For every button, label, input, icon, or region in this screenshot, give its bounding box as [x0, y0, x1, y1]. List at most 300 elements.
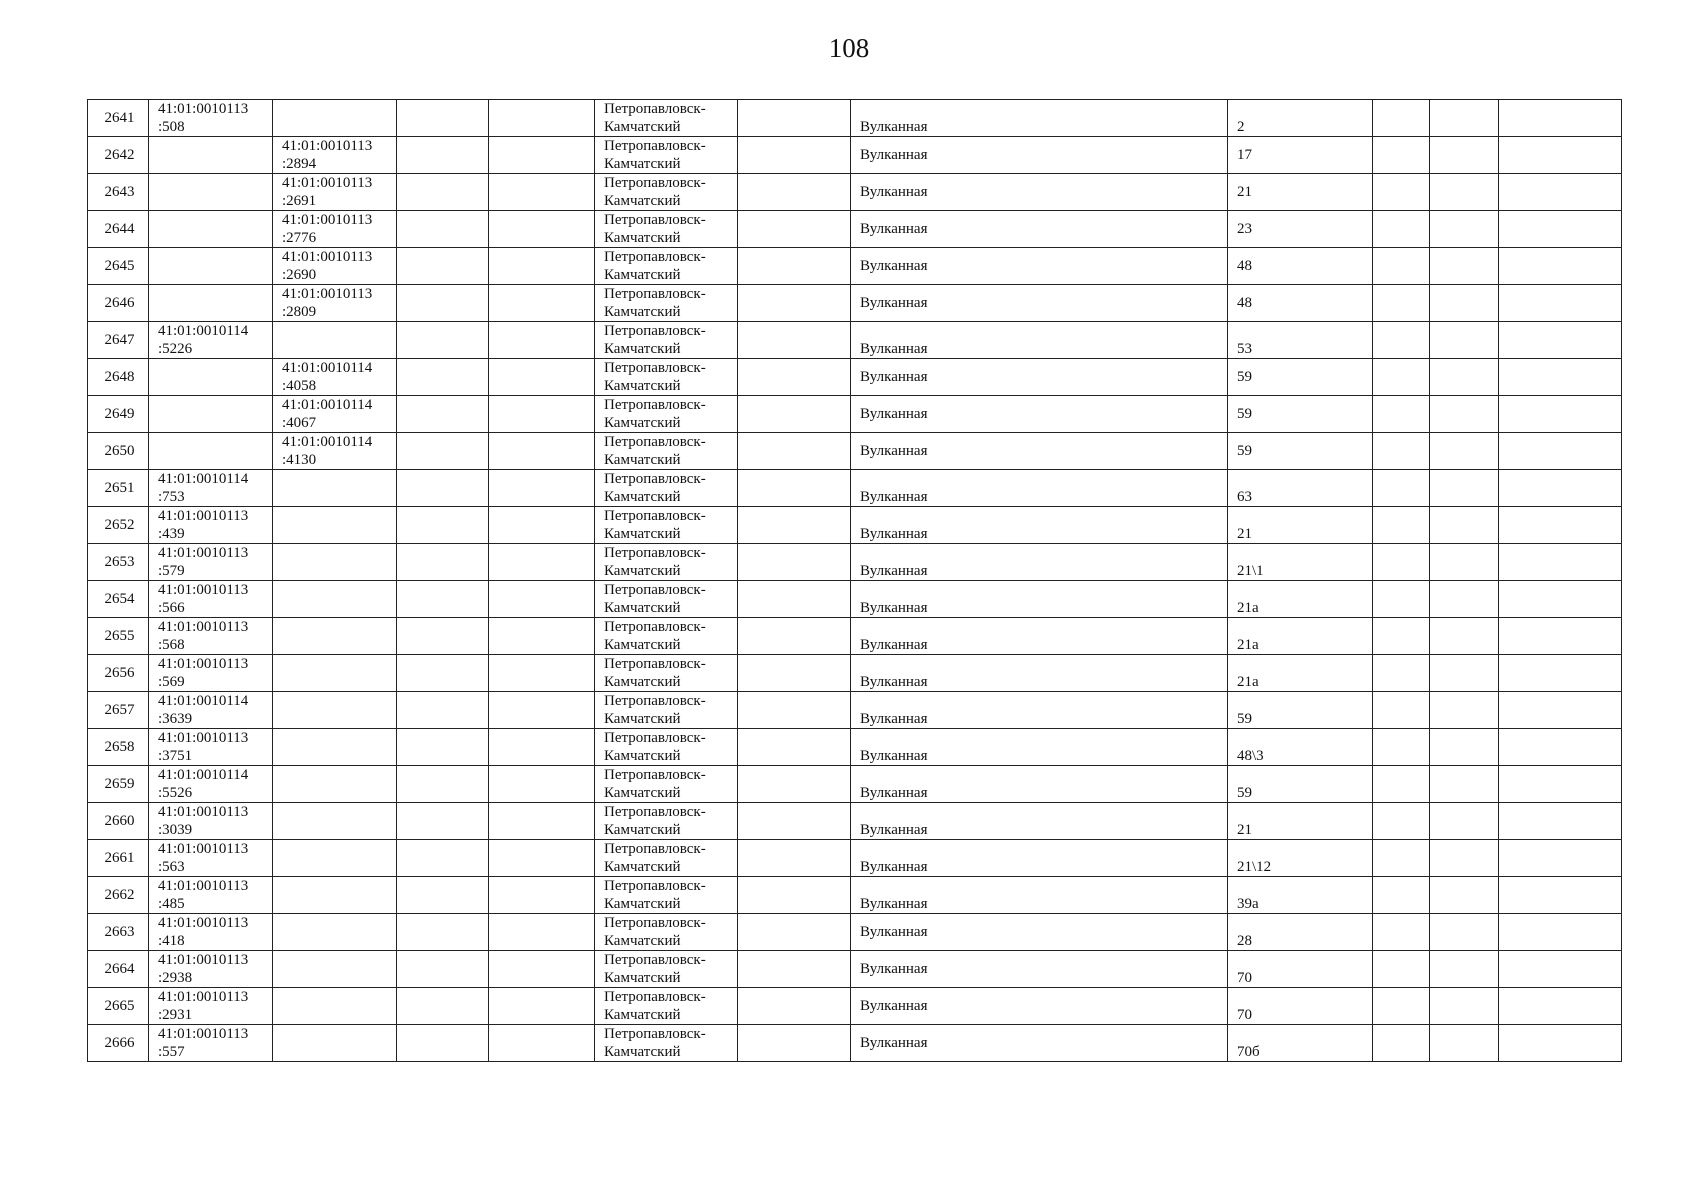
empty-cell [1373, 322, 1430, 359]
city-cell [595, 248, 738, 285]
building-cadastral-number-cell [273, 396, 397, 433]
row-number-cell: 2662 [88, 877, 149, 914]
empty-cell [1373, 137, 1430, 174]
cadastral-number-line: 41:01:0010113 [158, 804, 249, 820]
empty-cell [489, 1025, 595, 1062]
empty-cell [489, 248, 595, 285]
empty-cell [1430, 914, 1499, 951]
cadastral-number-line: 41:01:0010114 [158, 693, 249, 709]
city-name-line: Камчатский [604, 526, 681, 542]
city-name-line: Камчатский [604, 119, 681, 135]
empty-cell [397, 396, 489, 433]
building-cadastral-number-cell [273, 544, 397, 581]
house-number-cell: 17 [1228, 137, 1373, 174]
empty-cell [1430, 618, 1499, 655]
city-cell [595, 988, 738, 1025]
cadastral-number-line: 41:01:0010113 [158, 656, 249, 672]
city-cell [595, 914, 738, 951]
empty-cell [489, 914, 595, 951]
row-number-cell: 2647 [88, 322, 149, 359]
house-number-cell: 53 [1228, 322, 1373, 359]
street-cell: Вулканная [851, 100, 1228, 137]
city-cell [595, 100, 738, 137]
cadastral-number-cell [149, 248, 273, 285]
house-number-cell: 21а [1228, 618, 1373, 655]
city-name-line: Камчатский [604, 896, 681, 912]
empty-cell [397, 322, 489, 359]
empty-cell [1499, 618, 1622, 655]
street-cell: Вулканная [851, 174, 1228, 211]
empty-cell [1373, 581, 1430, 618]
building-cadastral-number-cell [273, 137, 397, 174]
empty-cell [1373, 433, 1430, 470]
empty-cell [1373, 507, 1430, 544]
city-cell [595, 433, 738, 470]
empty-cell [489, 877, 595, 914]
table-row [88, 174, 1622, 211]
empty-cell [489, 211, 595, 248]
cadastral-number-suffix: :569 [158, 674, 185, 690]
cadastral-number-line: 41:01:0010114 [158, 323, 249, 339]
empty-cell [397, 581, 489, 618]
city-cell [595, 544, 738, 581]
city-name-line: Петропавловск- [604, 101, 706, 117]
table-row [88, 840, 1622, 877]
empty-cell [397, 618, 489, 655]
building-cadastral-number-cell [273, 951, 397, 988]
building-cadastral-number-cell [273, 766, 397, 803]
city-name-line: Камчатский [604, 452, 681, 468]
empty-cell [397, 840, 489, 877]
house-number-cell: 21а [1228, 655, 1373, 692]
empty-cell [1373, 729, 1430, 766]
building-cadastral-number-cell [273, 211, 397, 248]
row-number-cell: 2654 [88, 581, 149, 618]
street-cell: Вулканная [851, 285, 1228, 322]
cadastral-number-line: 41:01:0010113 [158, 841, 249, 857]
empty-cell [1430, 803, 1499, 840]
city-name-line: Петропавловск- [604, 915, 706, 931]
empty-cell [1373, 840, 1430, 877]
house-number-cell: 70 [1228, 988, 1373, 1025]
row-number-cell: 2652 [88, 507, 149, 544]
empty-cell [1430, 840, 1499, 877]
table-row [88, 803, 1622, 840]
house-number-cell: 59 [1228, 359, 1373, 396]
empty-cell [1430, 544, 1499, 581]
city-name-line: Камчатский [604, 415, 681, 431]
row-number-cell: 2649 [88, 396, 149, 433]
city-cell [595, 396, 738, 433]
table-row [88, 248, 1622, 285]
empty-cell [738, 1025, 851, 1062]
empty-cell [397, 914, 489, 951]
building-cadastral-number-suffix: :4058 [282, 378, 317, 394]
building-cadastral-number-cell [273, 174, 397, 211]
house-number-cell: 59 [1228, 396, 1373, 433]
empty-cell [1430, 433, 1499, 470]
city-name-line: Петропавловск- [604, 397, 706, 413]
building-cadastral-number-suffix: :4067 [282, 415, 317, 431]
row-number-cell: 2641 [88, 100, 149, 137]
city-name-line: Камчатский [604, 156, 681, 172]
street-cell: Вулканная [851, 322, 1228, 359]
building-cadastral-number-cell [273, 433, 397, 470]
cadastral-number-cell [149, 544, 273, 581]
building-cadastral-number-cell [273, 692, 397, 729]
table-body [88, 100, 1622, 1062]
city-cell [595, 470, 738, 507]
cadastral-number-line: 41:01:0010113 [158, 878, 249, 894]
city-name-line: Камчатский [604, 600, 681, 616]
building-cadastral-number-cell [273, 507, 397, 544]
city-name-line: Камчатский [604, 304, 681, 320]
city-name-line: Петропавловск- [604, 323, 706, 339]
empty-cell [397, 174, 489, 211]
city-cell [595, 285, 738, 322]
building-cadastral-number-line: 41:01:0010113 [282, 175, 373, 191]
empty-cell [489, 359, 595, 396]
empty-cell [489, 840, 595, 877]
empty-cell [738, 988, 851, 1025]
empty-cell [738, 100, 851, 137]
street-cell: Вулканная [851, 581, 1228, 618]
street-cell: Вулканная [851, 359, 1228, 396]
house-number-cell: 59 [1228, 433, 1373, 470]
cadastral-number-suffix: :568 [158, 637, 185, 653]
empty-cell [489, 729, 595, 766]
row-number-cell: 2657 [88, 692, 149, 729]
empty-cell [397, 507, 489, 544]
empty-cell [1499, 729, 1622, 766]
building-cadastral-number-cell [273, 840, 397, 877]
street-cell: Вулканная [851, 137, 1228, 174]
empty-cell [738, 877, 851, 914]
empty-cell [1373, 174, 1430, 211]
cadastral-number-line: 41:01:0010113 [158, 101, 249, 117]
empty-cell [1373, 396, 1430, 433]
city-name-line: Петропавловск- [604, 656, 706, 672]
table-row [88, 581, 1622, 618]
empty-cell [1499, 174, 1622, 211]
cadastral-number-suffix: :439 [158, 526, 185, 542]
cadastral-number-line: 41:01:0010114 [158, 471, 249, 487]
table-row [88, 322, 1622, 359]
empty-cell [1430, 174, 1499, 211]
building-cadastral-number-suffix: :2894 [282, 156, 317, 172]
empty-cell [1373, 248, 1430, 285]
empty-cell [1373, 470, 1430, 507]
house-number-cell: 70 [1228, 951, 1373, 988]
building-cadastral-number-cell [273, 248, 397, 285]
building-cadastral-number-suffix: :2809 [282, 304, 317, 320]
empty-cell [489, 285, 595, 322]
row-number-cell: 2659 [88, 766, 149, 803]
house-number-cell: 21а [1228, 581, 1373, 618]
empty-cell [1499, 914, 1622, 951]
cadastral-number-suffix: :5226 [158, 341, 193, 357]
street-cell: Вулканная [851, 914, 1228, 951]
city-name-line: Петропавловск- [604, 878, 706, 894]
row-number-cell: 2660 [88, 803, 149, 840]
street-cell: Вулканная [851, 544, 1228, 581]
empty-cell [1499, 507, 1622, 544]
empty-cell [1430, 470, 1499, 507]
building-cadastral-number-suffix: :2691 [282, 193, 317, 209]
empty-cell [1373, 914, 1430, 951]
empty-cell [489, 803, 595, 840]
cadastral-number-cell [149, 285, 273, 322]
cadastral-number-cell [149, 655, 273, 692]
empty-cell [397, 248, 489, 285]
cadastral-number-suffix: :3039 [158, 822, 193, 838]
city-name-line: Петропавловск- [604, 619, 706, 635]
empty-cell [1499, 137, 1622, 174]
house-number-cell: 48 [1228, 248, 1373, 285]
cadastral-number-cell [149, 581, 273, 618]
row-number-cell: 2653 [88, 544, 149, 581]
row-number-cell: 2664 [88, 951, 149, 988]
city-name-line: Петропавловск- [604, 952, 706, 968]
empty-cell [738, 470, 851, 507]
house-number-cell: 2 [1228, 100, 1373, 137]
city-name-line: Камчатский [604, 933, 681, 949]
city-name-line: Петропавловск- [604, 545, 706, 561]
empty-cell [1373, 803, 1430, 840]
empty-cell [1499, 803, 1622, 840]
empty-cell [397, 877, 489, 914]
empty-cell [489, 174, 595, 211]
cadastral-number-suffix: :418 [158, 933, 185, 949]
empty-cell [738, 840, 851, 877]
empty-cell [1430, 729, 1499, 766]
building-cadastral-number-suffix: :2690 [282, 267, 317, 283]
empty-cell [1499, 951, 1622, 988]
table-row [88, 433, 1622, 470]
empty-cell [1499, 433, 1622, 470]
house-number-cell: 28 [1228, 914, 1373, 951]
street-cell: Вулканная [851, 988, 1228, 1025]
empty-cell [489, 692, 595, 729]
street-cell: Вулканная [851, 655, 1228, 692]
table-row [88, 914, 1622, 951]
empty-cell [397, 211, 489, 248]
cadastral-number-suffix: :485 [158, 896, 185, 912]
empty-cell [1499, 396, 1622, 433]
city-cell [595, 618, 738, 655]
city-name-line: Петропавловск- [604, 434, 706, 450]
building-cadastral-number-line: 41:01:0010114 [282, 434, 373, 450]
house-number-cell: 21\1 [1228, 544, 1373, 581]
empty-cell [489, 766, 595, 803]
row-number-cell: 2650 [88, 433, 149, 470]
cadastral-number-suffix: :2931 [158, 1007, 193, 1023]
empty-cell [1499, 877, 1622, 914]
table-row [88, 1025, 1622, 1062]
building-cadastral-number-line: 41:01:0010114 [282, 397, 373, 413]
cadastral-number-suffix: :2938 [158, 970, 193, 986]
empty-cell [1430, 877, 1499, 914]
empty-cell [489, 544, 595, 581]
empty-cell [738, 618, 851, 655]
empty-cell [1499, 988, 1622, 1025]
empty-cell [1499, 285, 1622, 322]
empty-cell [1430, 322, 1499, 359]
city-name-line: Камчатский [604, 267, 681, 283]
row-number-cell: 2643 [88, 174, 149, 211]
empty-cell [1373, 951, 1430, 988]
house-number-cell: 59 [1228, 766, 1373, 803]
empty-cell [738, 322, 851, 359]
house-number-cell: 59 [1228, 692, 1373, 729]
empty-cell [489, 433, 595, 470]
cadastral-number-suffix: :566 [158, 600, 185, 616]
house-number-cell: 63 [1228, 470, 1373, 507]
empty-cell [1373, 100, 1430, 137]
empty-cell [489, 951, 595, 988]
empty-cell [397, 433, 489, 470]
empty-cell [397, 359, 489, 396]
city-cell [595, 211, 738, 248]
city-name-line: Камчатский [604, 859, 681, 875]
cadastral-number-suffix: :557 [158, 1044, 185, 1060]
street-cell: Вулканная [851, 729, 1228, 766]
empty-cell [397, 285, 489, 322]
building-cadastral-number-cell [273, 470, 397, 507]
empty-cell [1499, 322, 1622, 359]
city-cell [595, 729, 738, 766]
building-cadastral-number-line: 41:01:0010114 [282, 360, 373, 376]
empty-cell [738, 544, 851, 581]
city-name-line: Камчатский [604, 970, 681, 986]
empty-cell [1373, 692, 1430, 729]
empty-cell [489, 618, 595, 655]
empty-cell [1499, 766, 1622, 803]
row-number-cell: 2666 [88, 1025, 149, 1062]
empty-cell [1430, 507, 1499, 544]
empty-cell [1430, 396, 1499, 433]
cadastral-number-cell [149, 359, 273, 396]
empty-cell [489, 988, 595, 1025]
cadastral-number-cell [149, 211, 273, 248]
empty-cell [1373, 877, 1430, 914]
empty-cell [1499, 692, 1622, 729]
city-name-line: Петропавловск- [604, 730, 706, 746]
city-cell [595, 877, 738, 914]
empty-cell [489, 581, 595, 618]
city-name-line: Камчатский [604, 822, 681, 838]
house-number-cell: 21 [1228, 803, 1373, 840]
city-name-line: Петропавловск- [604, 360, 706, 376]
city-name-line: Камчатский [604, 230, 681, 246]
page-number: 108 [828, 33, 870, 63]
table-row [88, 100, 1622, 137]
table-row [88, 507, 1622, 544]
row-number-cell: 2663 [88, 914, 149, 951]
empty-cell [738, 951, 851, 988]
street-cell: Вулканная [851, 951, 1228, 988]
empty-cell [738, 433, 851, 470]
empty-cell [738, 692, 851, 729]
city-name-line: Петропавловск- [604, 175, 706, 191]
empty-cell [397, 692, 489, 729]
empty-cell [1373, 285, 1430, 322]
city-cell [595, 840, 738, 877]
city-name-line: Камчатский [604, 674, 681, 690]
house-number-cell: 48 [1228, 285, 1373, 322]
cadastral-number-cell [149, 1025, 273, 1062]
row-number-cell: 2651 [88, 470, 149, 507]
cadastral-number-suffix: :579 [158, 563, 185, 579]
empty-cell [1430, 100, 1499, 137]
city-name-line: Петропавловск- [604, 841, 706, 857]
table-row [88, 285, 1622, 322]
cadastral-number-cell [149, 840, 273, 877]
street-cell: Вулканная [851, 211, 1228, 248]
city-name-line: Петропавловск- [604, 138, 706, 154]
empty-cell [1373, 988, 1430, 1025]
city-cell [595, 322, 738, 359]
city-name-line: Петропавловск- [604, 286, 706, 302]
cadastral-number-suffix: :563 [158, 859, 185, 875]
empty-cell [738, 174, 851, 211]
table-row [88, 951, 1622, 988]
empty-cell [489, 396, 595, 433]
empty-cell [1499, 100, 1622, 137]
city-name-line: Камчатский [604, 563, 681, 579]
city-name-line: Петропавловск- [604, 582, 706, 598]
cadastral-number-line: 41:01:0010113 [158, 582, 249, 598]
empty-cell [489, 322, 595, 359]
empty-cell [738, 507, 851, 544]
building-cadastral-number-line: 41:01:0010113 [282, 138, 373, 154]
empty-cell [1373, 766, 1430, 803]
cadastral-number-cell [149, 692, 273, 729]
empty-cell [1430, 137, 1499, 174]
street-cell: Вулканная [851, 433, 1228, 470]
row-number-cell: 2646 [88, 285, 149, 322]
empty-cell [738, 396, 851, 433]
city-cell [595, 507, 738, 544]
empty-cell [1499, 248, 1622, 285]
house-number-cell: 23 [1228, 211, 1373, 248]
cadastral-number-cell [149, 433, 273, 470]
empty-cell [1430, 766, 1499, 803]
cadastral-number-cell [149, 803, 273, 840]
cadastral-number-cell [149, 914, 273, 951]
table-row [88, 211, 1622, 248]
cadastral-number-line: 41:01:0010113 [158, 952, 249, 968]
house-number-cell: 48\3 [1228, 729, 1373, 766]
empty-cell [397, 803, 489, 840]
empty-cell [1499, 1025, 1622, 1062]
cadastral-number-line: 41:01:0010114 [158, 767, 249, 783]
street-cell: Вулканная [851, 692, 1228, 729]
empty-cell [397, 470, 489, 507]
empty-cell [1499, 211, 1622, 248]
city-name-line: Камчатский [604, 341, 681, 357]
city-cell [595, 359, 738, 396]
empty-cell [489, 100, 595, 137]
building-cadastral-number-cell [273, 877, 397, 914]
building-cadastral-number-line: 41:01:0010113 [282, 212, 373, 228]
building-cadastral-number-line: 41:01:0010113 [282, 286, 373, 302]
row-number-cell: 2655 [88, 618, 149, 655]
empty-cell [1430, 1025, 1499, 1062]
empty-cell [1430, 692, 1499, 729]
empty-cell [1430, 951, 1499, 988]
table-row [88, 618, 1622, 655]
